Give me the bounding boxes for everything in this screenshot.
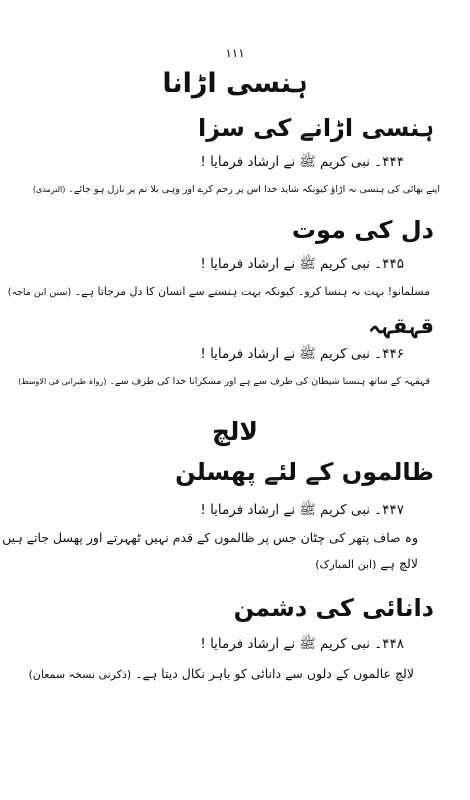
chapter-title-mockery: ہنسی اڑانا bbox=[162, 68, 308, 99]
section-heading-enemy-of-wisdom: دانائی کی دشمن bbox=[233, 594, 434, 622]
section-heading-death-of-heart: دل کی موت bbox=[291, 216, 434, 244]
hadith-body-445: مسلمانو! بہت نہ ہنسا کرو۔ کیونکہ بہت ہنسنے سے انسان کا دل مرجاتا ہے۔ bbox=[74, 285, 430, 298]
hadith-text-447: وہ صاف پتھر کی چٹان جس پر ظالموں کے قدم نہیں ٹھہرتے اور پھسل جاتے ہیں bbox=[2, 530, 418, 545]
hadith-intro-446: ۴۴۶۔ نبی کریم ﷺ نے ارشاد فرمایا ! bbox=[200, 346, 404, 362]
hadith-intro-445: ۴۴۵۔ نبی کریم ﷺ نے ارشاد فرمایا ! bbox=[200, 256, 404, 272]
hadith-reference-448: (ذکرنی نسخہ سمعان) bbox=[28, 668, 132, 681]
hadith-text-446 bbox=[18, 372, 430, 392]
hadith-text-447-line2 bbox=[315, 554, 418, 575]
hadith-body-448: لالچ عالموں کے دلوں سے دانائی کو باہر نکال دیتا ہے۔ bbox=[135, 666, 414, 681]
hadith-intro-444: ۴۴۴۔ نبی کریم ﷺ نے ارشاد فرمایا ! bbox=[200, 154, 404, 170]
section-heading-loud-laughter: قہقہہ bbox=[368, 314, 434, 338]
page-number: ۱۱۱ bbox=[225, 46, 245, 60]
hadith-intro-448: ۴۴۸۔ نبی کریم ﷺ نے ارشاد فرمایا ! bbox=[200, 636, 404, 652]
hadith-text-444 bbox=[33, 180, 440, 200]
hadith-body-447-line2: لالچ ہے bbox=[380, 556, 418, 571]
section-heading-mockery-punishment: ہنسی اڑانے کی سزا bbox=[198, 114, 434, 142]
hadith-reference-445: (سنن ابن ماجہ) bbox=[7, 287, 72, 298]
hadith-text-448 bbox=[28, 664, 414, 685]
hadith-text-445 bbox=[8, 282, 430, 303]
hadith-reference-447: (ابن المبارک) bbox=[315, 558, 377, 571]
section-heading-slipperiness-for-oppressors: ظالموں کے لئے پھسلن bbox=[175, 458, 434, 486]
hadith-reference-444: (الترمذی) bbox=[32, 185, 66, 194]
hadith-intro-447: ۴۴۷۔ نبی کریم ﷺ نے ارشاد فرمایا ! bbox=[200, 502, 404, 518]
chapter-title-greed: لالچ bbox=[211, 417, 259, 446]
hadith-reference-446: (رواہ طبرانی فی الاوسط) bbox=[18, 377, 107, 386]
hadith-body-444: اپنے بھائی کی ہنسی نہ اڑاؤ کیونکہ شاید خدا اس پر رحم کرے اور وہی بلا تم پر نازل ہو جائے۔ bbox=[68, 184, 440, 195]
hadith-body-446: قہقہہ کے ساتھ ہنسنا شیطان کی طرف سے ہے اور مسکرانا خدا کی طرف سے۔ bbox=[109, 376, 430, 387]
